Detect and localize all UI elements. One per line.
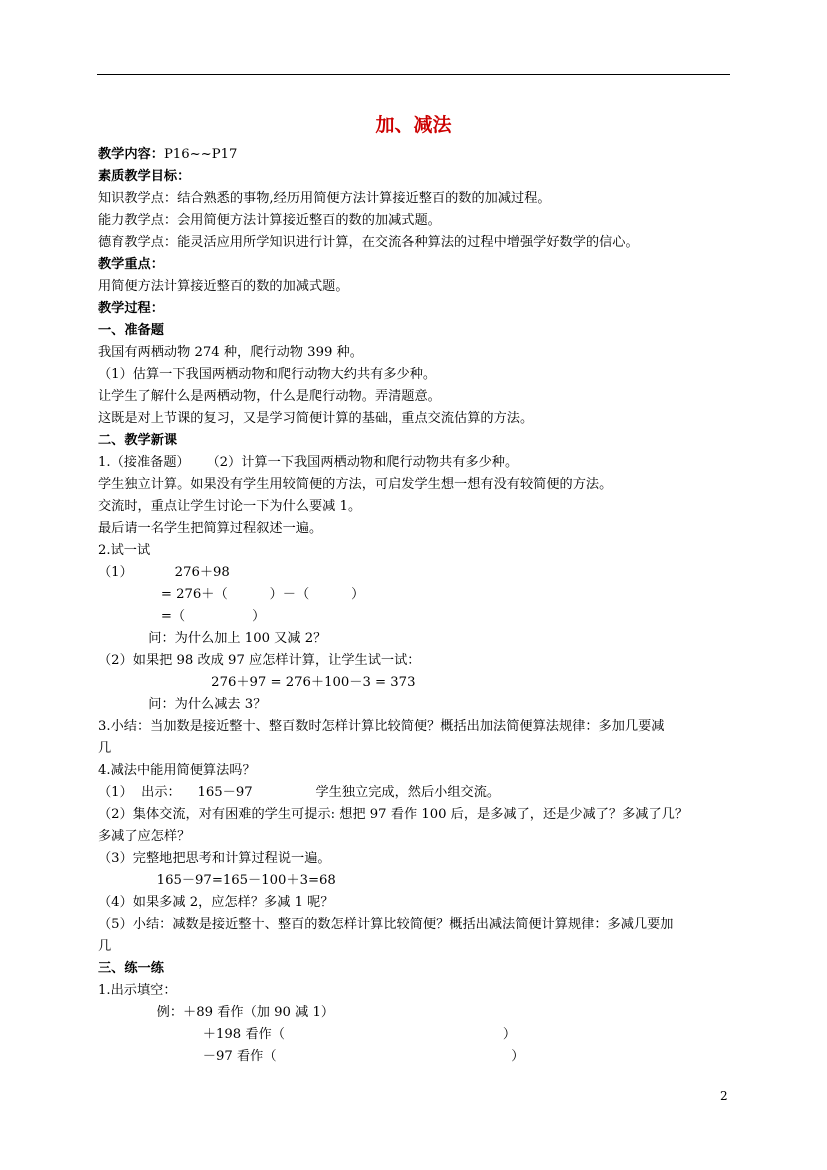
text-line	[98, 982, 177, 1000]
text-line	[98, 872, 336, 890]
text-line	[98, 234, 639, 252]
text-line	[98, 520, 322, 538]
line-text: 问：为什么加上 100 又减 2？	[98, 631, 327, 646]
line-text: （2）集体交流，对有困难的学生可提示: 想把 97 看作 100 后，是多减了，还是少减了？多减了几？	[98, 807, 689, 822]
line-text: ＋198 看作（ ）	[98, 1027, 517, 1042]
text-line	[98, 212, 441, 230]
line-text: 最后请一名学生把简算过程叙述一遍。	[98, 521, 323, 536]
text-line	[98, 146, 237, 164]
text-line	[98, 1048, 524, 1066]
line-text: = 276＋（ ）－（ ）	[98, 587, 365, 602]
line-text: 2.试一试	[98, 543, 151, 558]
line-text: 1.出示填空：	[98, 983, 177, 998]
header-rule	[97, 74, 730, 75]
text-line	[98, 344, 363, 362]
line-text: 交流时，重点让学生讨论一下为什么要减 1。	[98, 499, 362, 514]
text-line	[98, 190, 551, 208]
text-line	[98, 366, 436, 384]
line-text: 能力教学点：会用简便方法计算接近整百的数的加减式题。	[98, 213, 441, 228]
text-line	[98, 652, 420, 670]
text-line	[98, 696, 266, 714]
line-text: 知识教学点：结合熟悉的事物,经历用简便方法计算接近整百的数的加减过程。	[98, 191, 551, 206]
line-text: 4.减法中能用简便算法吗？	[98, 763, 256, 778]
text-line	[98, 630, 326, 648]
text-line	[98, 960, 164, 978]
text-line	[98, 256, 164, 274]
text-line	[98, 542, 150, 560]
line-text: P16~~P17	[163, 147, 238, 162]
line-text: （4）如果多减 2，应怎样？多减 1 呢？	[98, 895, 334, 910]
text-line	[98, 300, 164, 318]
text-line	[98, 1004, 334, 1022]
line-text: 1.（接准备题） （2）计算一下我国两栖动物和爬行动物共有多少种。	[98, 455, 519, 470]
line-text: =（ ）	[98, 609, 266, 624]
text-line	[98, 938, 111, 956]
section-label: 一、准备题	[98, 323, 164, 338]
text-line	[98, 410, 533, 428]
text-line	[98, 762, 256, 780]
text-line	[98, 1026, 516, 1044]
text-line	[98, 806, 688, 824]
text-line	[98, 498, 361, 516]
line-text: 多减了应怎样？	[98, 829, 191, 844]
line-text: （5）小结：减数是接近整十、整百的数怎样计算比较简便？概括出减法简便计算规律：多减几要加	[98, 917, 674, 932]
section-label: 素质教学目标：	[98, 169, 191, 184]
section-label: 教学内容：	[98, 147, 164, 162]
section-label: 教学过程：	[98, 301, 164, 316]
section-label: 教学重点：	[98, 257, 164, 272]
text-line	[98, 586, 364, 604]
page-title: 加、减法	[375, 114, 452, 136]
text-line	[98, 476, 612, 494]
line-text: 我国有两栖动物 274 种，爬行动物 399 种。	[98, 345, 363, 360]
line-text: 几	[98, 741, 112, 756]
line-text: 276＋97 = 276＋100－3 = 373	[98, 675, 416, 690]
line-text: 问：为什么减去 3？	[98, 697, 267, 712]
line-text: 几	[98, 939, 112, 954]
section-label: 三、练一练	[98, 961, 164, 976]
line-text: 这既是对上节课的复习，又是学习简便计算的基础，重点交流估算的方法。	[98, 411, 534, 426]
line-text: （1） 276＋98	[98, 565, 230, 580]
line-text: 德育教学点：能灵活应用所学知识进行计算，在交流各种算法的过程中增强学好数学的信心。	[98, 235, 639, 250]
line-text: （1） 出示： 165－97 学生独立完成，然后小组交流。	[98, 785, 501, 800]
line-text: 学生独立计算。如果没有学生用较简便的方法，可启发学生想一想有没有较简便的方法。	[98, 477, 613, 492]
line-text: 165－97=165－100＋3=68	[98, 873, 336, 888]
line-text: 例：＋89 看作（加 90 减 1）	[98, 1005, 335, 1020]
text-line	[98, 388, 441, 406]
text-line	[98, 168, 190, 186]
text-line	[98, 674, 415, 692]
line-text: （3）完整地把思考和计算过程说一遍。	[98, 851, 331, 866]
page-number: 2	[720, 1089, 728, 1103]
line-text: 3.小结：当加数是接近整十、整百数时怎样计算比较简便？概括出加法简便算法规律：多加几要减	[98, 719, 665, 734]
text-line	[98, 850, 331, 868]
line-text: 让学生了解什么是两栖动物，什么是爬行动物。弄清题意。	[98, 389, 441, 404]
line-text: （1）估算一下我国两栖动物和爬行动物大约共有多少种。	[98, 367, 437, 382]
text-line	[98, 432, 177, 450]
text-line	[98, 322, 164, 340]
text-line	[98, 740, 111, 758]
text-line	[98, 894, 334, 912]
text-line	[98, 718, 664, 736]
line-text: －97 看作（ ）	[98, 1049, 525, 1064]
text-line	[98, 916, 673, 934]
text-line	[98, 454, 518, 472]
text-line	[98, 564, 230, 582]
text-line	[98, 784, 500, 802]
text-line	[98, 278, 349, 296]
section-label: 二、教学新课	[98, 433, 178, 448]
line-text: 用简便方法计算接近整百的数的加减式题。	[98, 279, 349, 294]
text-line	[98, 608, 265, 626]
line-text: （2）如果把 98 改成 97 应怎样计算，让学生试一试：	[98, 653, 421, 668]
text-line	[98, 828, 190, 846]
